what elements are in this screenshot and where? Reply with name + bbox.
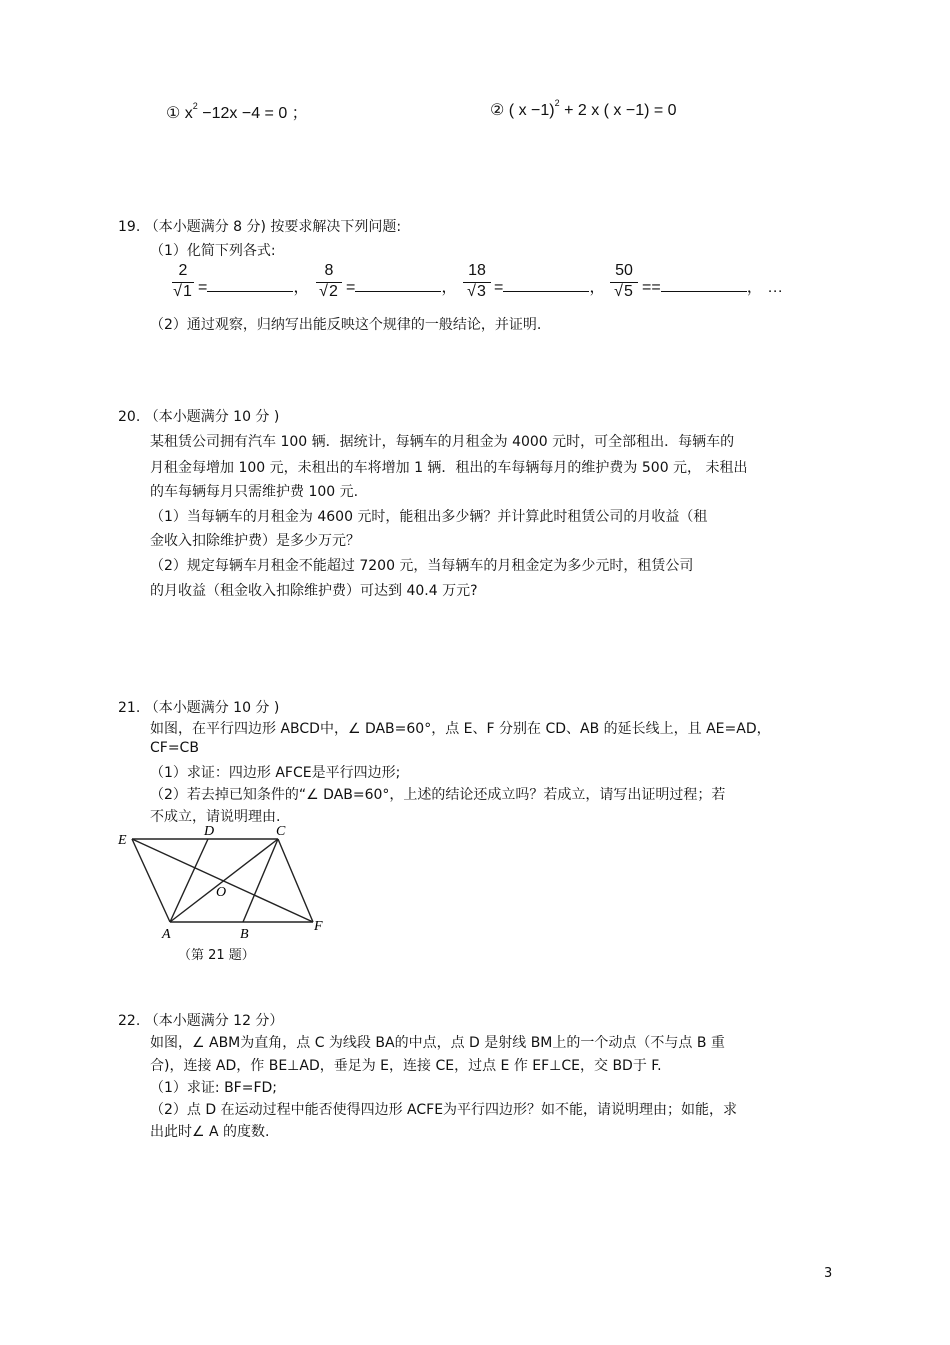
fraction-4-equals: == ， … xyxy=(642,279,784,296)
fraction-4-radicand: 5 xyxy=(623,283,633,300)
answer-blank[interactable] xyxy=(355,279,441,292)
point-label-o: O xyxy=(216,885,227,900)
sqrt-icon: √ xyxy=(319,283,328,300)
q20-line-5: 金收入扣除维护费）是多少万元？ xyxy=(150,533,360,549)
q21-figure-caption: （第 21 题） xyxy=(178,948,255,963)
q20-line-3: 的车每辆每月只需维护费 100 元. xyxy=(150,484,359,500)
point-label-a: A xyxy=(162,927,171,942)
fraction-4-numerator: 50 xyxy=(615,262,633,279)
equation-2-lhs: ( x −1) xyxy=(508,102,555,119)
segment-cb xyxy=(243,839,278,922)
q21-line-5: 不成立，请说明理由. xyxy=(150,809,281,825)
point-label-e: E xyxy=(118,833,127,848)
segment-ea xyxy=(132,839,170,922)
fraction-3-equals: = ， xyxy=(494,279,606,296)
point-label-b: B xyxy=(240,927,249,942)
q19-part2: （2）通过观察，归纳写出能反映这个规律的一般结论，并证明. xyxy=(150,317,542,333)
q20-line-4: （1）当每辆车的月租金为 4600 元时，能租出多少辆？并计算此时租赁公司的月收益（租 xyxy=(150,509,708,525)
q19-part1: （1）化简下列各式: xyxy=(150,243,276,259)
fraction-2-numerator: 8 xyxy=(324,262,334,279)
fraction-2 xyxy=(316,262,342,303)
q22-line-5: 出此时∠ A 的度数. xyxy=(150,1124,270,1140)
q21-figure xyxy=(110,822,340,942)
equation-2-mark: ② xyxy=(490,102,505,119)
q20-line-6: （2）规定每辆车月租金不能超过 7200 元，当每辆车的月租金定为多少元时，租赁公司 xyxy=(150,558,694,574)
fraction-2-equals: = ， xyxy=(346,279,458,296)
equation-1-exponent: 2 xyxy=(192,101,198,111)
equation-2-rest: + 2 x ( x −1) = 0 xyxy=(564,102,677,119)
q22-header: 22. （本小题满分 12 分） xyxy=(118,1013,284,1029)
equation-2-exponent: 2 xyxy=(554,98,560,108)
q20-line-7: 的月收益（租金收入扣除维护费）可达到 40.4 万元? xyxy=(150,583,478,599)
sqrt-icon: √ xyxy=(614,283,623,300)
equation-1-base: x xyxy=(184,105,193,122)
q21-line-2: CF=CB xyxy=(150,740,199,756)
equation-1-rest: −12x −4 = 0 ； xyxy=(202,105,308,122)
fraction-2-radicand: 2 xyxy=(328,283,338,300)
q21-line-3: （1）求证：四边形 AFCE是平行四边形; xyxy=(150,765,401,781)
segment-cf xyxy=(278,839,313,922)
point-label-d: D xyxy=(204,824,215,839)
fraction-1-numerator: 2 xyxy=(178,262,188,279)
fraction-1 xyxy=(172,262,194,303)
fraction-3-radicand: 3 xyxy=(476,283,486,300)
page-number: 3 xyxy=(824,1266,833,1281)
q22-line-3: （1）求证: BF=FD; xyxy=(150,1080,278,1096)
sqrt-icon: √ xyxy=(173,283,182,300)
fraction-1-radicand: 1 xyxy=(182,283,192,300)
segment-ad xyxy=(170,839,208,922)
equation-2 xyxy=(490,100,677,120)
fraction-3 xyxy=(463,262,491,303)
q21-line-4: （2）若去掉已知条件的“∠ DAB=60°，上述的结论还成立吗？若成立，请写出证明过程；若 xyxy=(150,787,726,803)
q21-header: 21. （本小题满分 10 分 ) xyxy=(118,700,280,716)
q20-header: 20. （本小题满分 10 分 ) xyxy=(118,409,280,425)
segment-ef xyxy=(132,839,313,922)
q19-header: 19. （本小题满分 8 分) 按要求解决下列问题: xyxy=(118,219,402,235)
point-label-f: F xyxy=(314,919,323,934)
fraction-4 xyxy=(610,262,638,303)
answer-blank[interactable] xyxy=(661,279,747,292)
answer-blank[interactable] xyxy=(503,279,589,292)
q20-line-2: 月租金每增加 100 元，未租出的车将增加 1 辆．租出的车每辆每月的维护费为 500 元， 未租出 xyxy=(150,460,748,476)
equation-1 xyxy=(166,100,308,123)
sqrt-icon: √ xyxy=(467,283,476,300)
q22-line-2: 合)，连接 AD，作 BE⊥AD，垂足为 E，连接 CE，过点 E 作 EF⊥CE，交 BD于 F. xyxy=(150,1058,662,1074)
fraction-3-numerator: 18 xyxy=(468,262,486,279)
fraction-1-equals: = ， xyxy=(198,279,310,296)
point-label-c: C xyxy=(276,824,286,839)
q21-line-1: 如图，在平行四边形 ABCD中，∠ DAB=60°，点 E、F 分别在 CD、AB 的延长线上，且 AE=AD， xyxy=(150,721,771,737)
q22-line-1: 如图，∠ ABM为直角，点 C 为线段 BA的中点，点 D 是射线 BM上的一个动点（不与点 B 重 xyxy=(150,1035,725,1051)
q20-line-1: 某租赁公司拥有汽车 100 辆．据统计，每辆车的月租金为 4000 元时，可全部租出．每辆车的 xyxy=(150,434,735,450)
q22-line-4: （2）点 D 在运动过程中能否使得四边形 ACFE为平行四边形？如不能，请说明理由；如能，求 xyxy=(150,1102,738,1118)
equation-1-mark: ① xyxy=(166,105,181,122)
answer-blank[interactable] xyxy=(207,279,293,292)
